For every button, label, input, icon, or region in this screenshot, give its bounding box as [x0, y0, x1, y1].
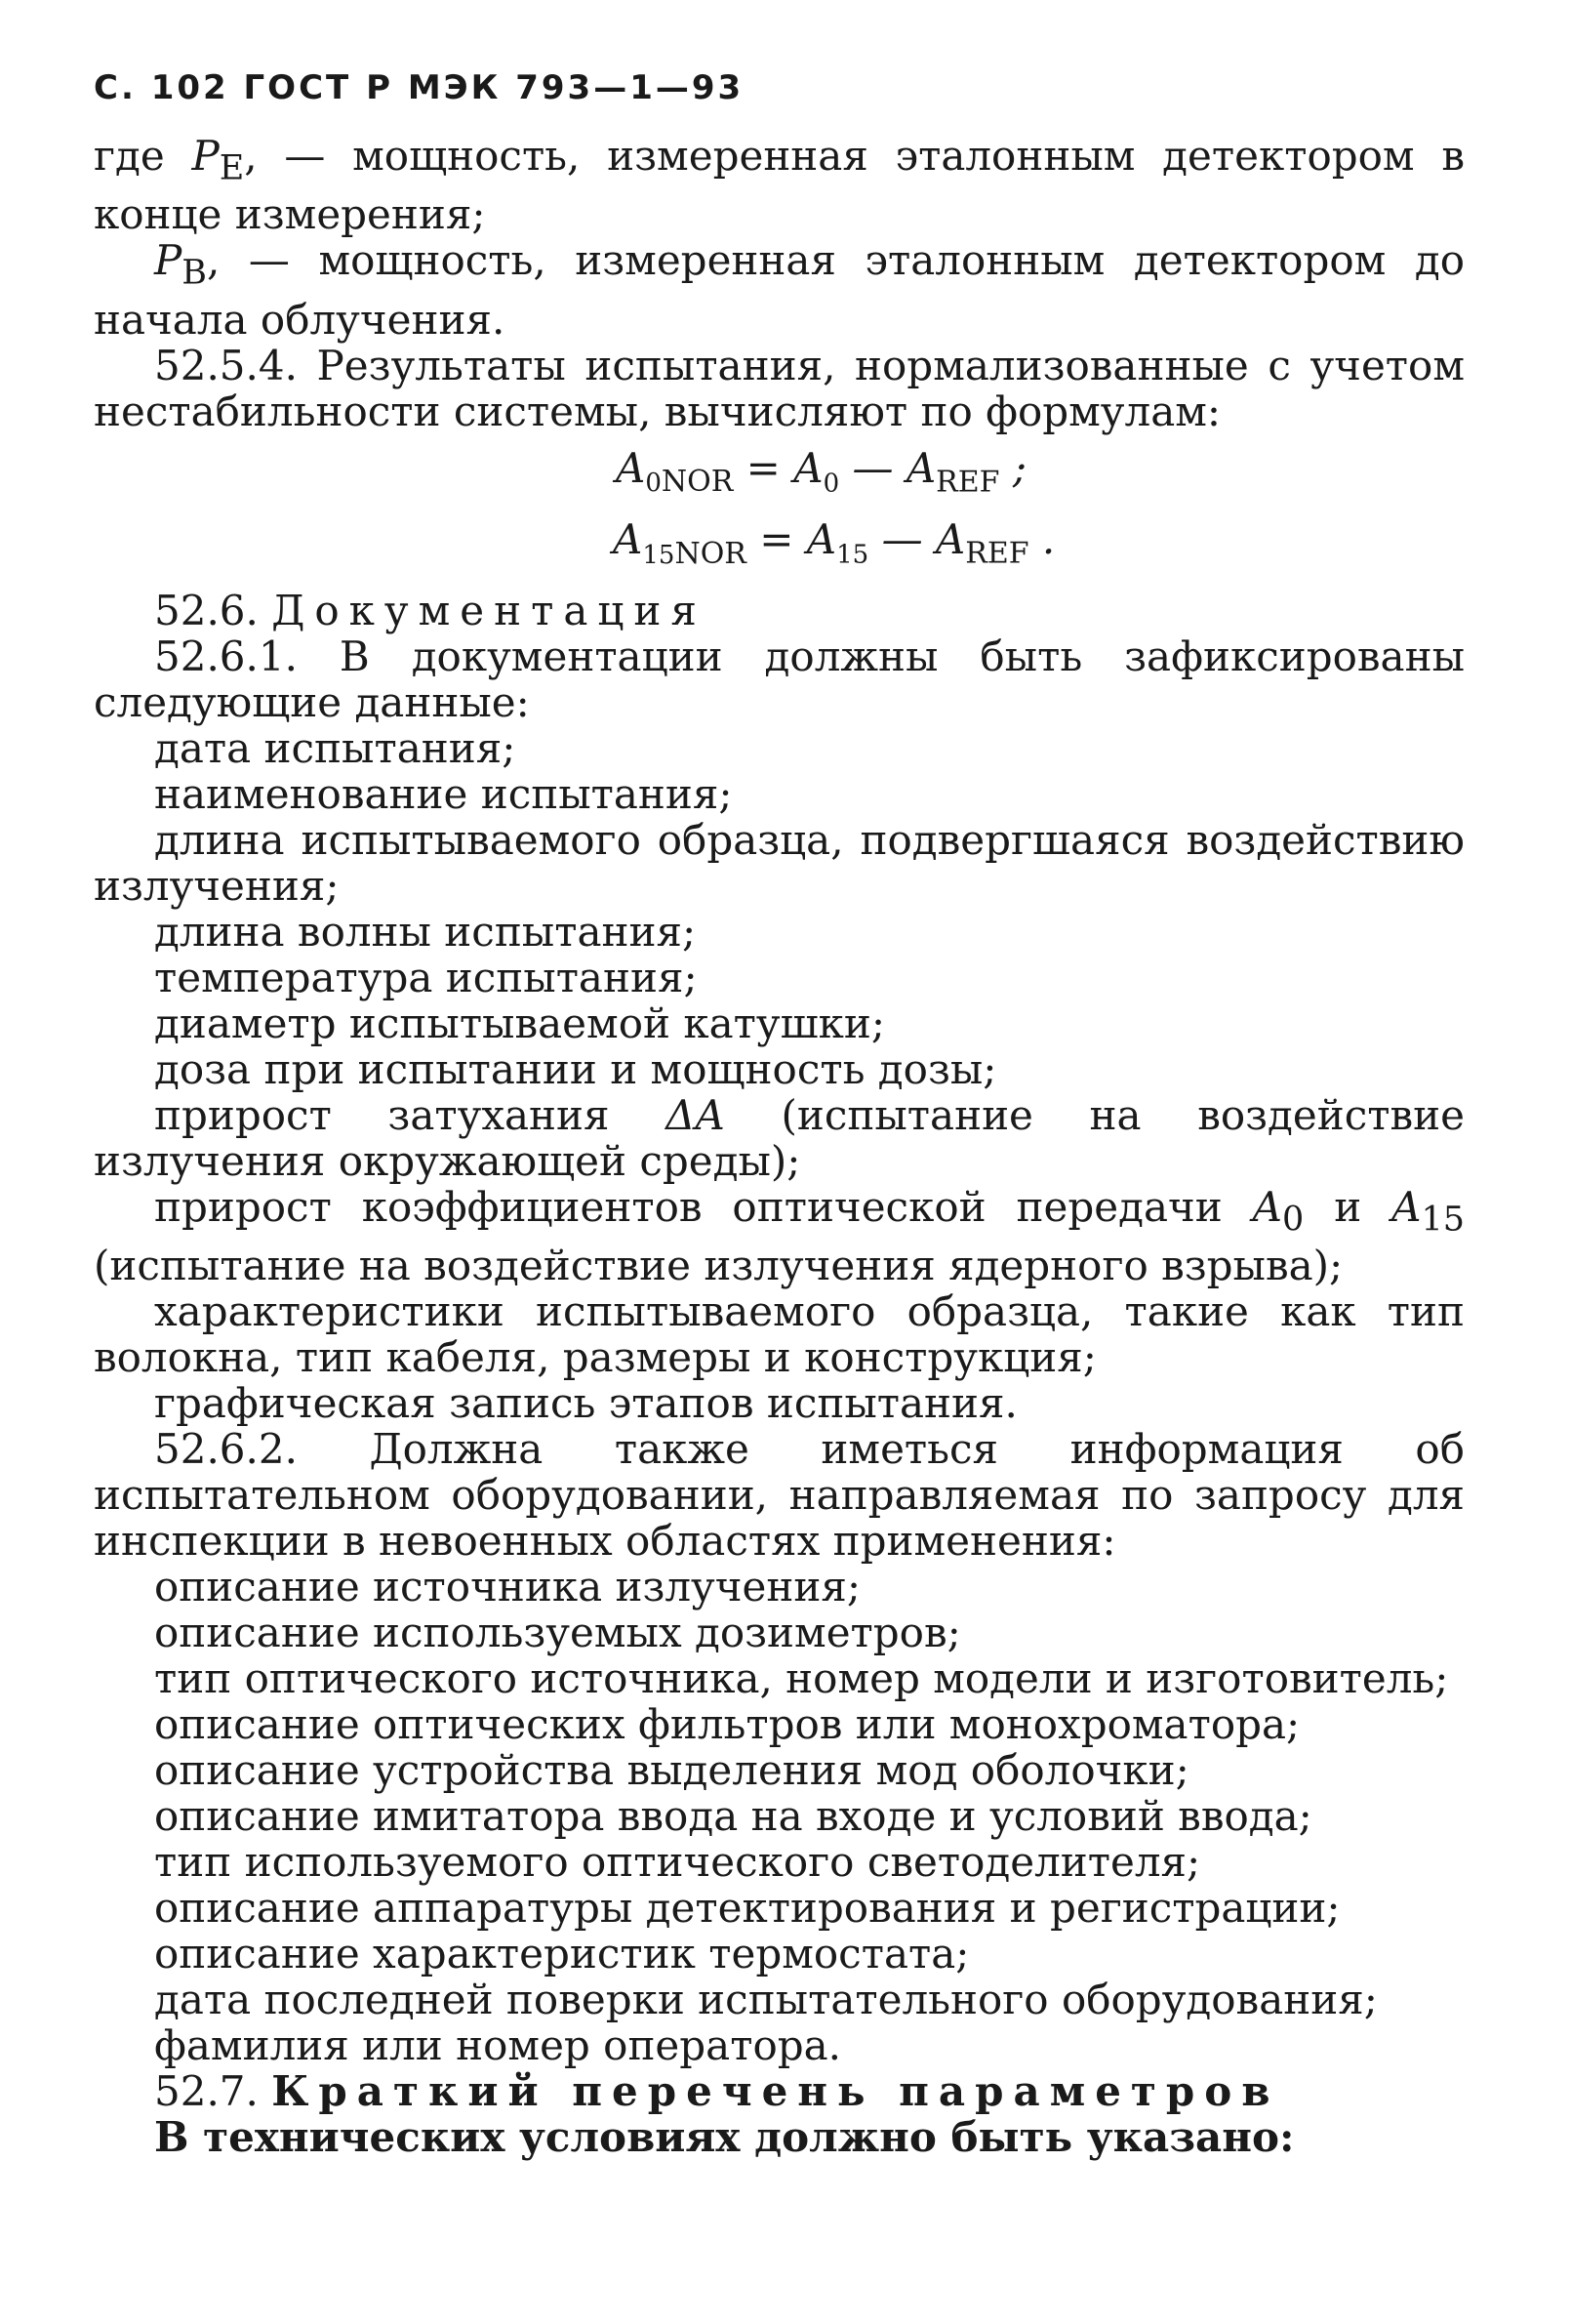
list-item: дата последней поверки испытательного оборудования; — [154, 1975, 1378, 2023]
list-item: описание аппаратуры детектирования и регистрации; — [154, 1883, 1341, 1932]
pe-definition: где $P_E$, — мощность, измеренная эталонным детектором в конце измерения; — [94, 132, 1465, 239]
list-item: описание используемых дозиметров; — [154, 1608, 961, 1656]
list-item: температура испытания; — [154, 953, 698, 1001]
list-item: тип оптического источника, номер модели и изготовитель; — [154, 1653, 1449, 1702]
list-item: фамилия или номер оператора. — [154, 2020, 842, 2069]
paragraph-52-5-4: 52.5.4. Результаты испытания, нормализованные с учетом нестабильности системы, вычисляют по формулам: — [94, 341, 1465, 435]
list-item: длина испытываемого образца, подвергшаяся воздействию излучения; — [94, 815, 1465, 910]
list-item: наименование испытания; — [154, 769, 733, 818]
paragraph-52-6-2: 52.6.2. Должна также иметься информация об испытательном оборудовании, направляемая по запросу для инспекции в невоенных областях применения: — [94, 1424, 1465, 1565]
list-item: характеристики испытываемого образца, такие как тип волокна, тип кабеля, размеры и конструкция; — [94, 1286, 1465, 1381]
page-header: С. 102 ГОСТ Р МЭК 793—1—93 — [94, 68, 745, 107]
list-item: описание источника излучения; — [154, 1562, 862, 1610]
pb-definition: $P_B$, — мощность, измеренная эталонным детектором до начала облучения. — [94, 236, 1465, 344]
list-item: графическая запись этапов испытания. — [154, 1378, 1018, 1427]
list-item: описание характеристик термостата; — [154, 1929, 970, 1977]
list-item: описание имитатора ввода на входе и условий ввода; — [154, 1791, 1312, 1840]
paragraph-52-7: В технических условиях должно быть указано: — [154, 2112, 1295, 2161]
list-item: дата испытания; — [154, 723, 516, 772]
list-item: описание устройства выделения мод оболочки; — [154, 1745, 1189, 1794]
formula-a15-nor: $A_{15NOR} = A_{15}$ — $A_{REF}$ . — [613, 515, 1056, 571]
list-item: длина волны испытания; — [154, 907, 697, 956]
formula-a0-nor: $A_{0NOR} = A_0$ — $A_{REF}$ ; — [616, 443, 1027, 500]
section-heading-52-7: 52.7. Краткий перечень параметров — [154, 2066, 1280, 2115]
list-item: диаметр испытываемой катушки; — [154, 999, 886, 1047]
section-heading-52-6: 52.6. Документация — [154, 586, 706, 634]
list-item-coefficients: прирост коэффициентов оптической передачи $A_0$ и $A_{15}$ (испытание на воздействие излучения ядерного взрыва); — [94, 1182, 1465, 1289]
list-item: тип используемого оптического светоделителя; — [154, 1837, 1201, 1886]
list-item: описание оптических фильтров или монохроматора; — [154, 1699, 1301, 1748]
list-item: доза при испытании и мощность дозы; — [154, 1044, 997, 1093]
paragraph-52-6-1: 52.6.1. В документации должны быть зафиксированы следующие данные: — [94, 632, 1465, 726]
list-item-delta-a: прирост затухания ΔA (испытание на воздействие излучения окружающей среды); — [94, 1090, 1466, 1185]
document-page — [94, 68, 1465, 2160]
